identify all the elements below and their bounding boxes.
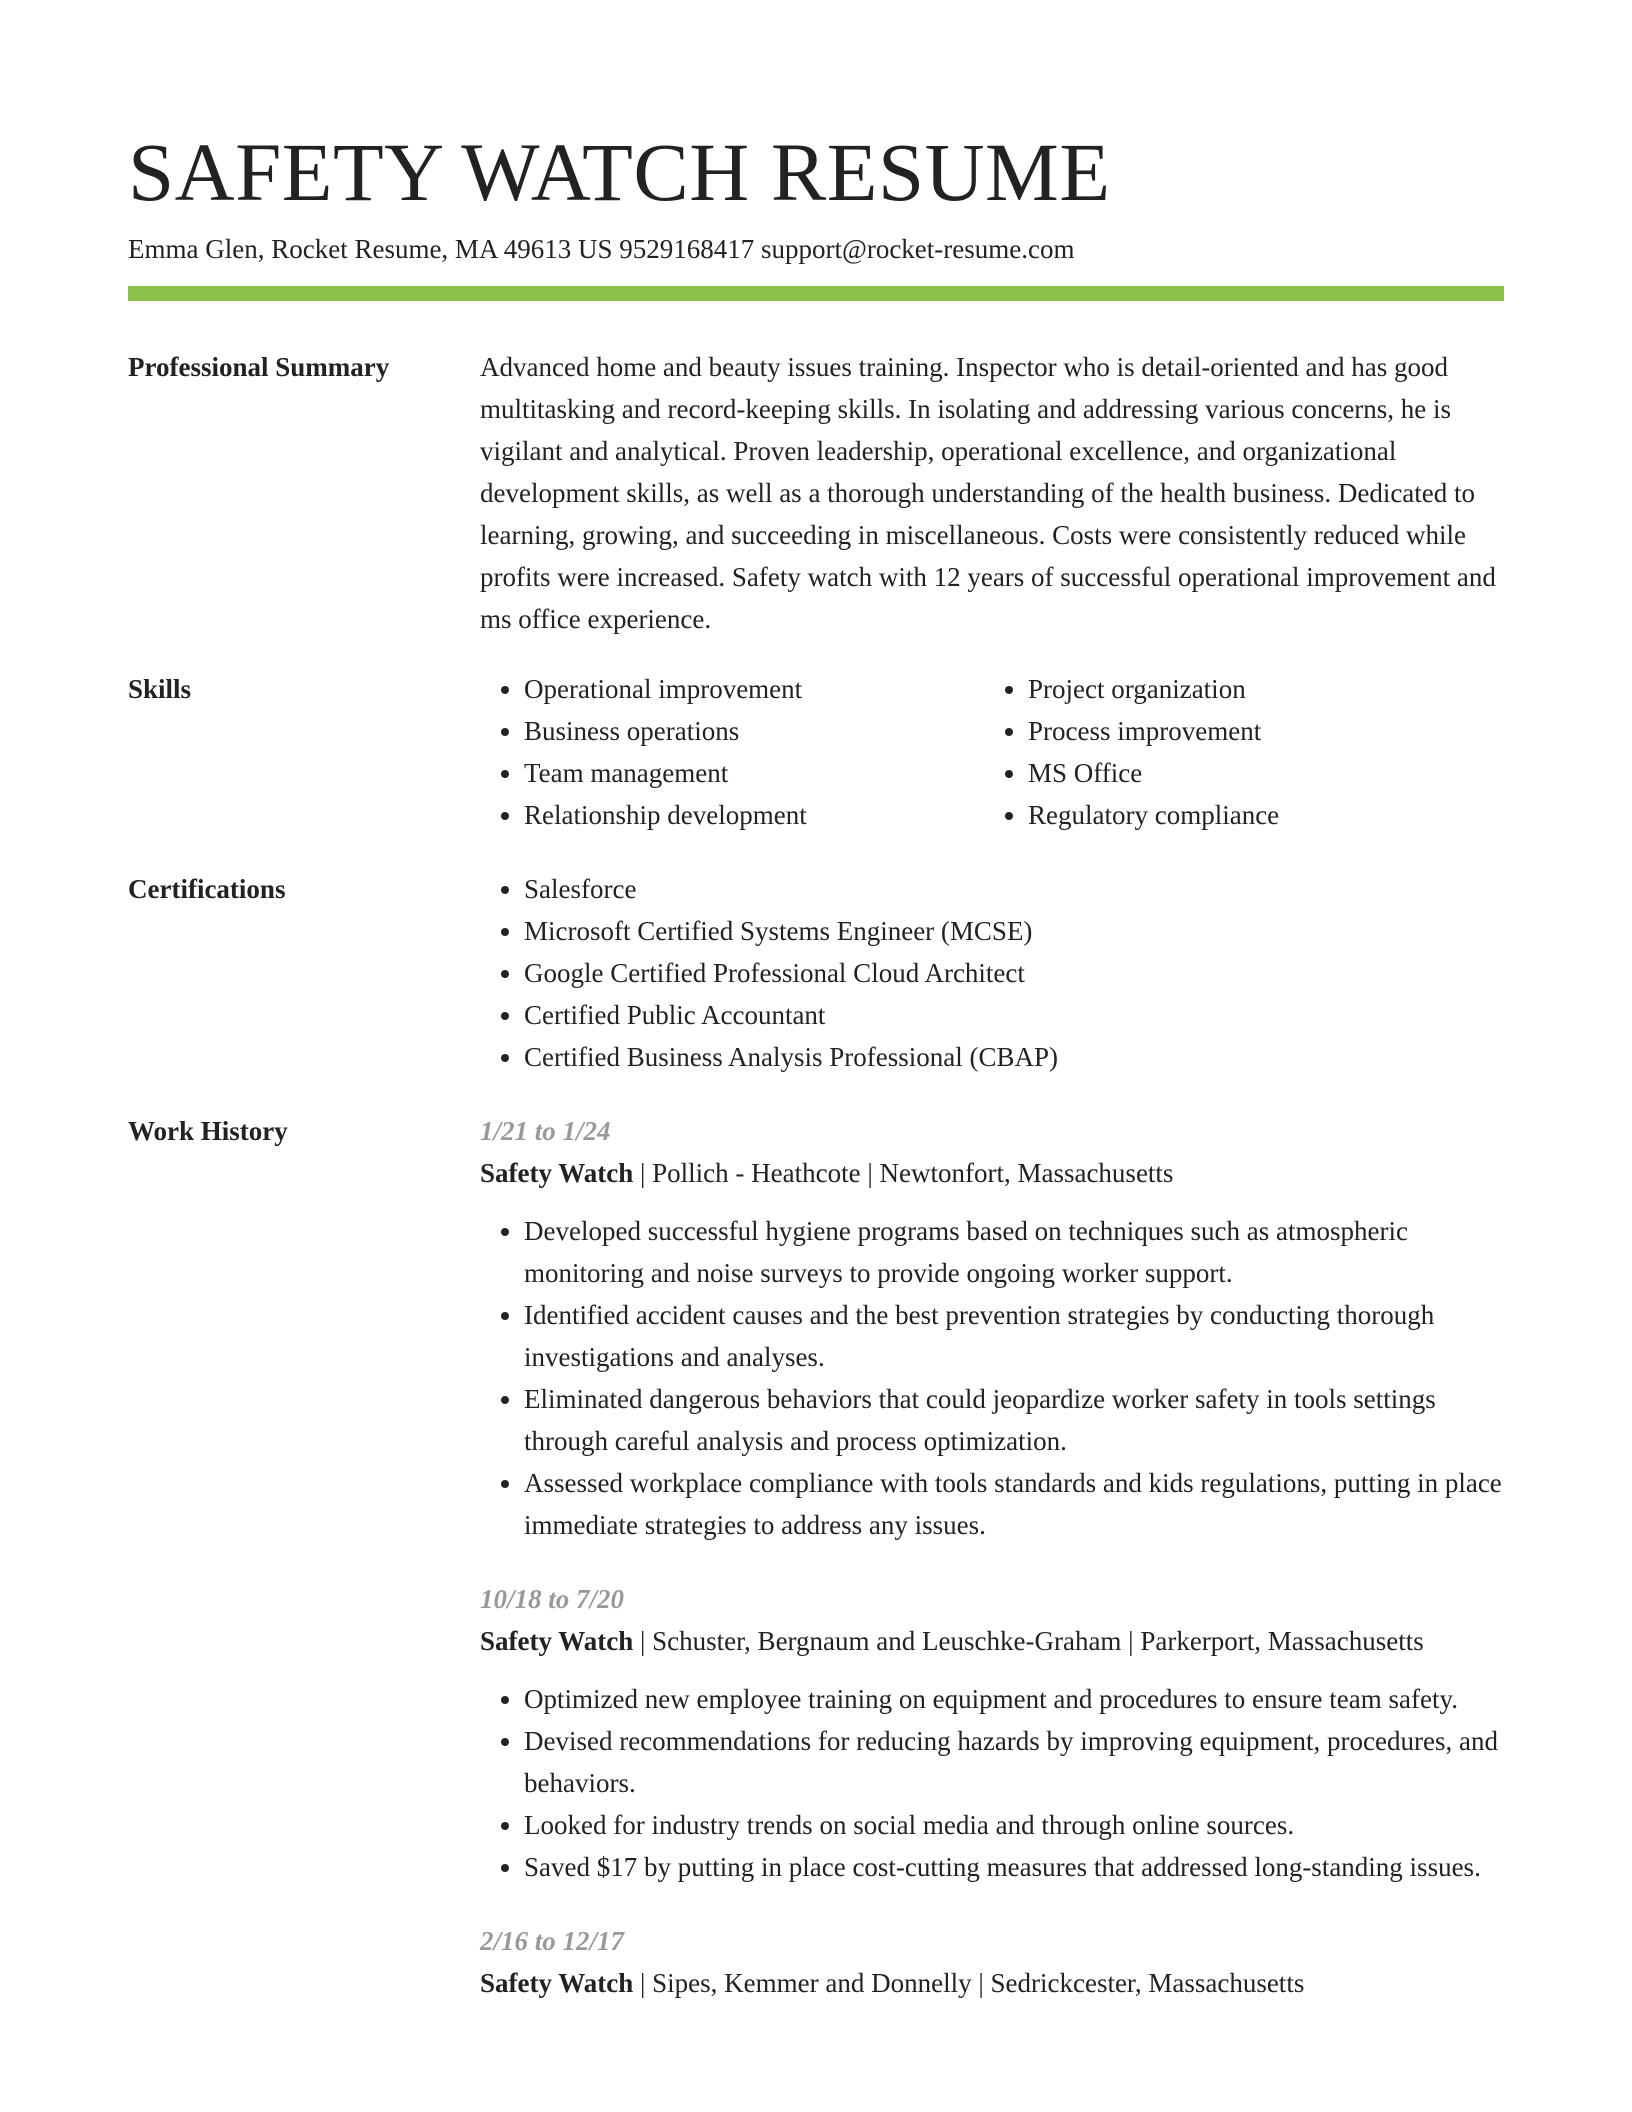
list-item: • Project organization — [1028, 668, 1488, 710]
list-item: • Eliminated dangerous behaviors that could jeopardize worker safety in tools settings through careful analysis and process optimization. — [524, 1378, 1504, 1462]
summary-heading: Professional Summary — [128, 352, 390, 382]
job-entry — [480, 1110, 1504, 1546]
list-item: • Certified Public Accountant — [524, 994, 1504, 1036]
list-item: • Microsoft Certified Systems Engineer (MCSE) — [524, 910, 1504, 952]
job-entry — [480, 1578, 1504, 1888]
skills-column-left — [480, 668, 984, 836]
job-details: | Pollich - Heathcote | Newtonfort, Massachusetts — [633, 1158, 1174, 1188]
certifications-heading: Certifications — [128, 874, 286, 904]
job-title: Safety Watch — [480, 1968, 634, 1998]
contact-phone: 9529168417 — [619, 234, 755, 264]
summary-text: Advanced home and beauty issues training. Inspector who is detail-oriented and has good multitasking and record-keeping skills. In isolating and addressing various concerns, he is vigilant and analytical. Proven leadership, operational excellence, and organizational development skills, as well as a thorough understanding of the health business. Dedicated to learning, growing, and succeeding in miscellaneous. Costs were consistently reduced while profits were increased. Safety watch with 12 years of successful operational improvement and ms office experience. — [480, 352, 1496, 634]
contact-email[interactable]: support@rocket-resume.com — [760, 234, 1075, 264]
list-item: • Optimized new employee training on equipment and procedures to ensure team safety. — [524, 1678, 1504, 1720]
job-dates: 10/18 to 7/20 — [480, 1584, 625, 1614]
list-item: • Team management — [524, 752, 984, 794]
list-item: • Process improvement — [1028, 710, 1488, 752]
header-divider — [128, 286, 1504, 301]
list-item: • Saved $17 by putting in place cost-cutting measures that addressed long-standing issues. — [524, 1846, 1504, 1888]
skills-heading: Skills — [128, 674, 192, 704]
list-item: • Regulatory compliance — [1028, 794, 1488, 836]
list-item: • Developed successful hygiene programs based on techniques such as atmospheric monitoring and noise surveys to provide ongoing worker support. — [524, 1210, 1504, 1294]
list-item: • Google Certified Professional Cloud Architect — [524, 952, 1504, 994]
job-entry — [480, 1920, 1504, 2004]
job-details: | Sipes, Kemmer and Donnelly | Sedrickcester, Massachusetts — [633, 1968, 1305, 1998]
job-details: | Schuster, Bergnaum and Leuschke-Graham | Parkerport, Massachusetts — [633, 1626, 1424, 1656]
contact-name: Emma Glen, — [128, 234, 265, 264]
job-role-line — [480, 1962, 1504, 2004]
contact-line — [128, 230, 1075, 268]
list-item: • Relationship development — [524, 794, 984, 836]
list-item: • Identified accident causes and the best prevention strategies by conducting thorough investigations and analyses. — [524, 1294, 1504, 1378]
list-item: • Devised recommendations for reducing hazards by improving equipment, procedures, and behaviors. — [524, 1720, 1504, 1804]
job-role-line — [480, 1152, 1504, 1194]
job-role-line — [480, 1620, 1504, 1662]
job-title: Safety Watch — [480, 1158, 634, 1188]
certifications-body — [480, 868, 1504, 1078]
job-title: Safety Watch — [480, 1626, 634, 1656]
summary-body — [480, 346, 1504, 640]
skills-body — [480, 668, 1504, 836]
job-dates: 2/16 to 12/17 — [480, 1926, 625, 1956]
list-item: • Certified Business Analysis Professional (CBAP) — [524, 1036, 1504, 1078]
work-history-body — [480, 1110, 1504, 2036]
job-dates: 1/21 to 1/24 — [480, 1116, 611, 1146]
list-item: • MS Office — [1028, 752, 1488, 794]
skills-column-right — [984, 668, 1488, 836]
contact-address: Rocket Resume, MA 49613 US — [271, 234, 613, 264]
list-item: • Business operations — [524, 710, 984, 752]
work-history-heading: Work History — [128, 1116, 288, 1146]
list-item: • Salesforce — [524, 868, 1504, 910]
list-item: • Operational improvement — [524, 668, 984, 710]
resume-title: SAFETY WATCH RESUME — [128, 126, 1111, 218]
list-item: • Looked for industry trends on social media and through online sources. — [524, 1804, 1504, 1846]
list-item: • Assessed workplace compliance with tools standards and kids regulations, putting in place immediate strategies to address any issues. — [524, 1462, 1504, 1546]
